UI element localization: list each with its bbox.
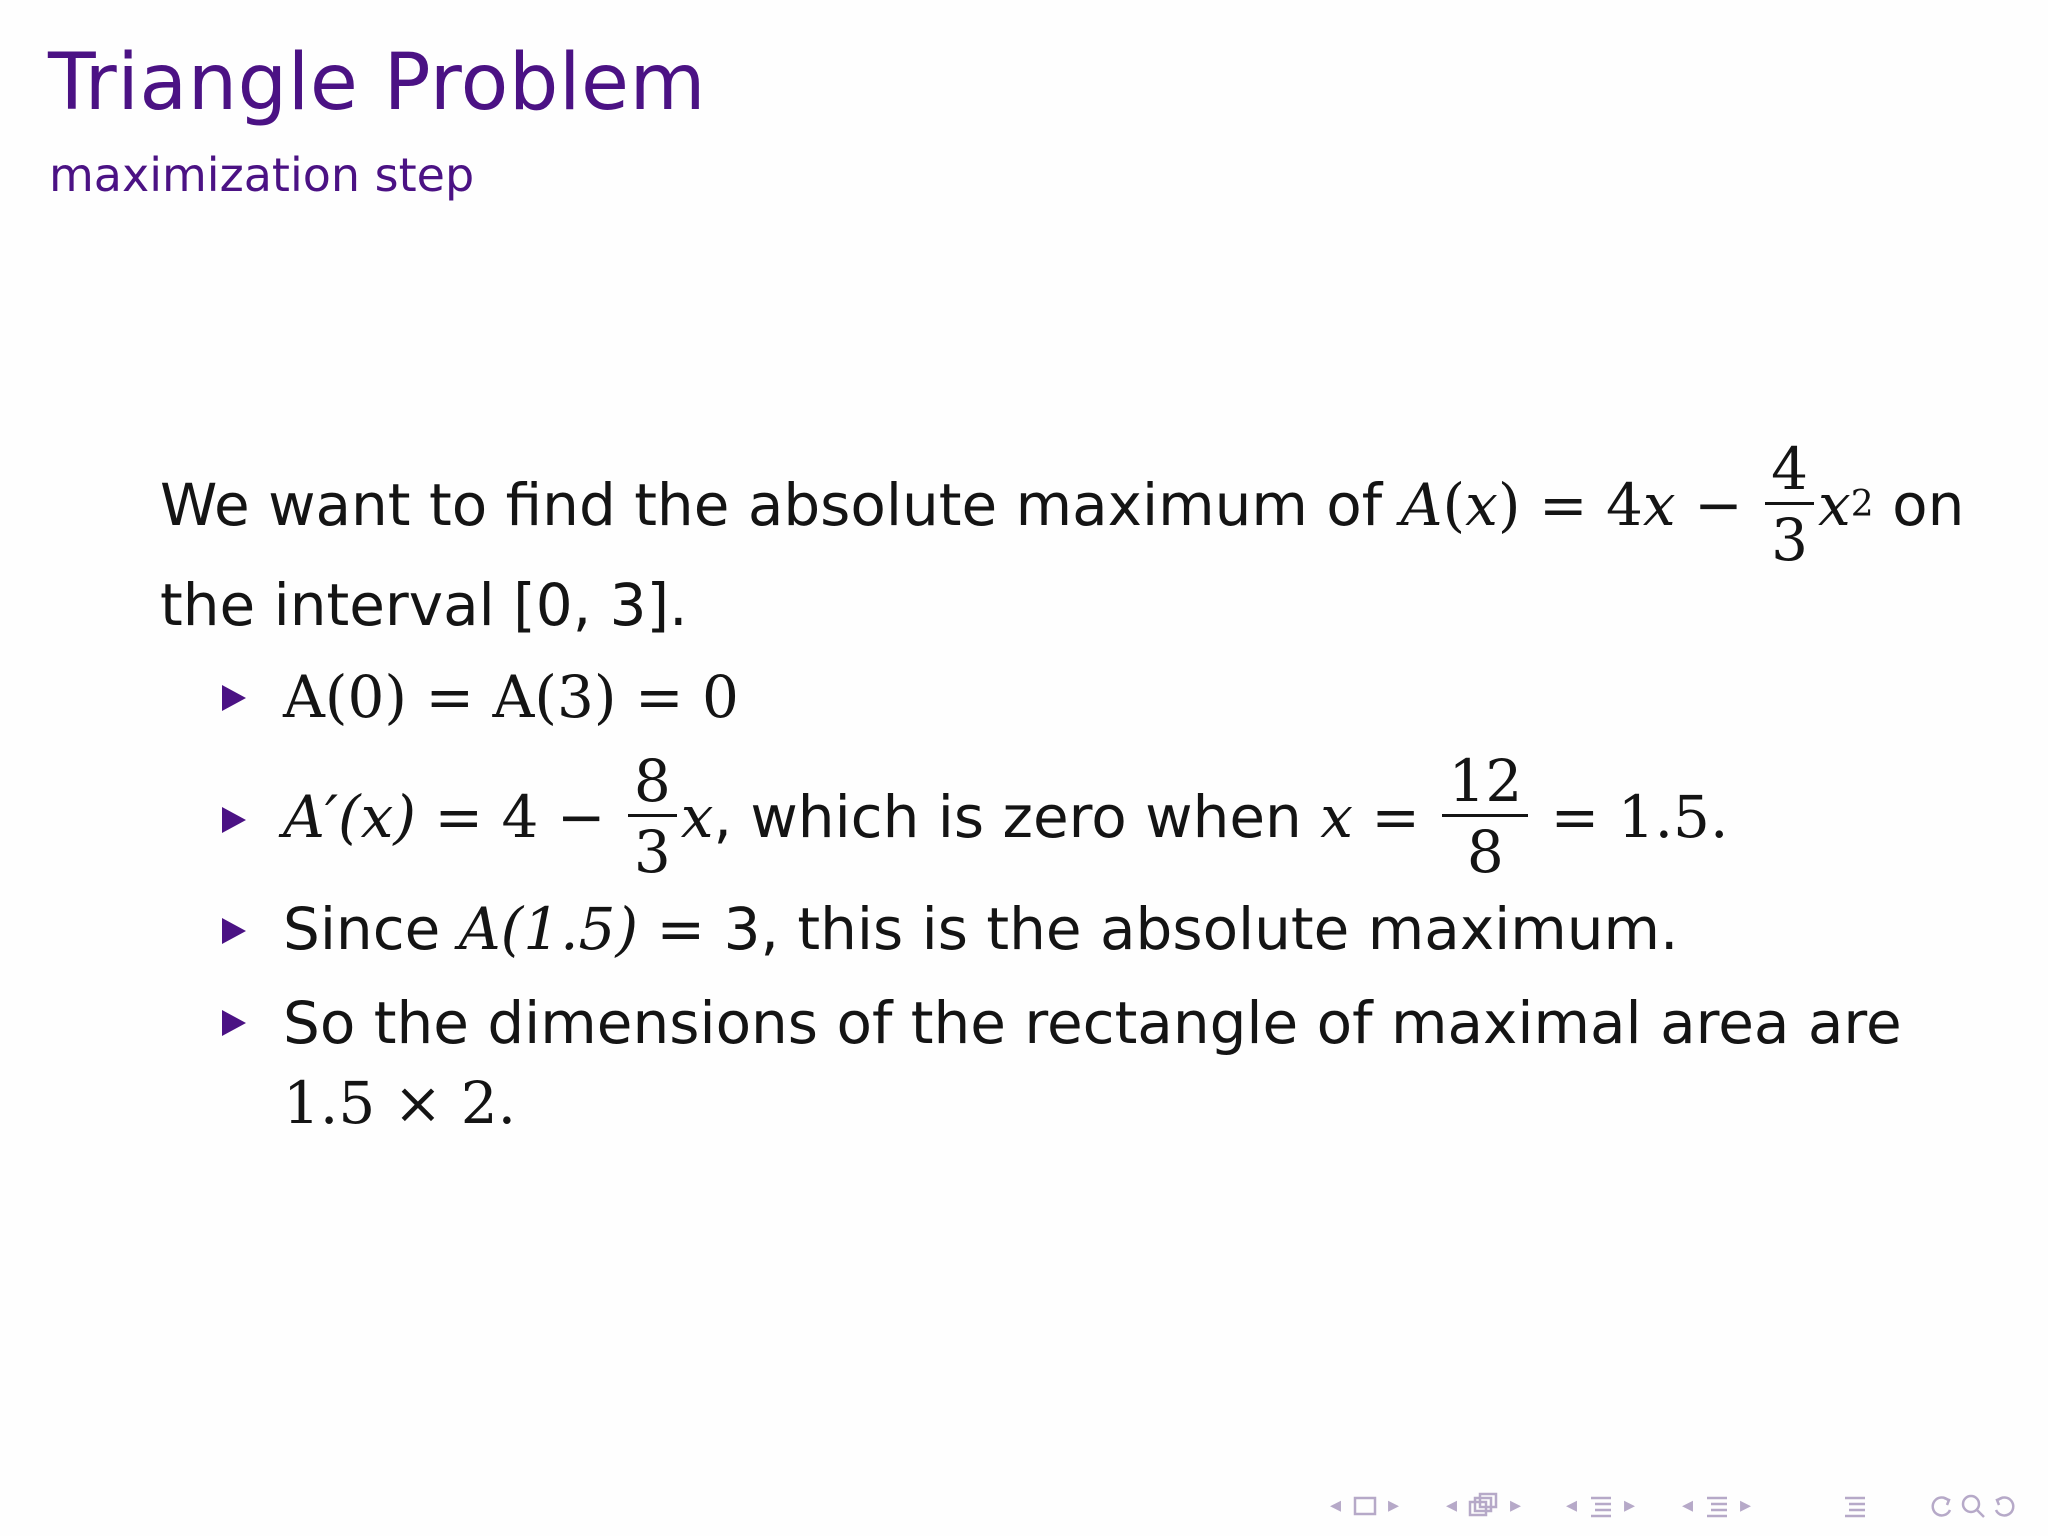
subsection-icon[interactable] [1466,1490,1500,1522]
subsection-icon-svg [1466,1490,1500,1522]
intro-line-2: the interval [0, 3]. [160,571,688,639]
fraction-denominator: 3 [1771,506,1809,574]
intro-line-1: We want to find the absolute maximum of A ( x ) = 4 x − $\frac{4}{3}$ x 2 on [160,435,1965,574]
fn-arg-open: ( [1442,470,1466,539]
prev-frame-arrow[interactable]: ◂ [1330,1493,1342,1518]
document-icon-svg [1840,1490,1870,1522]
slide-subtitle: maximization step [49,148,475,202]
fraction-numerator: 8 [628,752,677,817]
bullet-3-rest: = 3, this is the absolute maximum. [638,895,1679,963]
frame-icon-svg [1350,1490,1380,1522]
fraction-denominator: 8 [1466,818,1504,886]
bullet-marker-2 [222,807,246,833]
fn-arg: x [1465,470,1498,539]
derivative-words: , which is zero when [713,782,1321,851]
fn-name: A [1400,470,1443,539]
bullet-3-text [283,895,1679,963]
derivative-lhs: A′(x) [283,782,417,851]
bullet-1-text: A(0) = A(3) = 0 [283,663,739,731]
back-icon[interactable] [1926,1490,1956,1522]
fraction-12-8 [1442,747,1528,886]
critical-eq: = [1352,782,1439,851]
term1-coef: 4 [1606,470,1643,539]
derivative-eq: = 4 − [416,782,624,851]
bullet-4-line-1: So the dimensions of the rectangle of maximal area are [283,989,1902,1057]
forward-icon[interactable] [1990,1490,2020,1522]
document-section-icon-svg [1702,1490,1732,1522]
next-frame-arrow[interactable]: ▸ [1388,1493,1400,1518]
bullet-4-line-2: 1.5 × 2. [283,1069,517,1137]
equals-sign: = [1520,470,1607,539]
document-icon[interactable] [1840,1490,1870,1522]
bullet-3-expr: A(1.5) [458,895,639,963]
term1-var: x [1642,470,1676,539]
next-doc-section-arrow[interactable]: ▸ [1740,1493,1752,1518]
fraction-denominator: 3 [633,818,671,886]
fraction-numerator: 4 [1765,440,1814,505]
search-icon[interactable] [1958,1490,1988,1522]
next-section-arrow[interactable]: ▸ [1624,1493,1636,1518]
fraction-4-3 [1765,435,1814,574]
term2-var: x [1818,470,1851,539]
slide-title: Triangle Problem [48,38,707,128]
bullet-3-prefix: Since [283,895,459,963]
search-icon-svg [1958,1490,1988,1522]
navigation-bar [1330,1490,2030,1522]
section-icon-svg [1586,1490,1616,1522]
intro-prefix: We want to find the absolute maximum of [160,470,1401,539]
fraction-numerator: 12 [1442,752,1528,817]
frame-icon[interactable] [1350,1490,1380,1522]
derivative-var: x [680,782,714,851]
bullet-marker-4 [222,1010,246,1036]
section-icon[interactable] [1586,1490,1616,1522]
back-icon-svg [1926,1490,1956,1522]
forward-icon-svg [1990,1490,2020,1522]
bullet-2-text [283,747,1729,886]
document-section-icon[interactable] [1702,1490,1732,1522]
bullet-marker-1 [222,685,246,711]
next-subsection-arrow[interactable]: ▸ [1510,1493,1522,1518]
prev-subsection-arrow[interactable]: ◂ [1446,1493,1458,1518]
fn-arg-close: ) [1497,470,1521,539]
fraction-8-3 [628,747,677,886]
critical-result: = 1.5. [1532,782,1729,851]
critical-var: x [1320,782,1353,851]
bullet-marker-3 [222,918,246,944]
prev-doc-section-arrow[interactable]: ◂ [1682,1493,1694,1518]
intro-suffix: on [1873,470,1965,539]
prev-section-arrow[interactable]: ◂ [1566,1493,1578,1518]
minus-sign: − [1675,470,1762,539]
